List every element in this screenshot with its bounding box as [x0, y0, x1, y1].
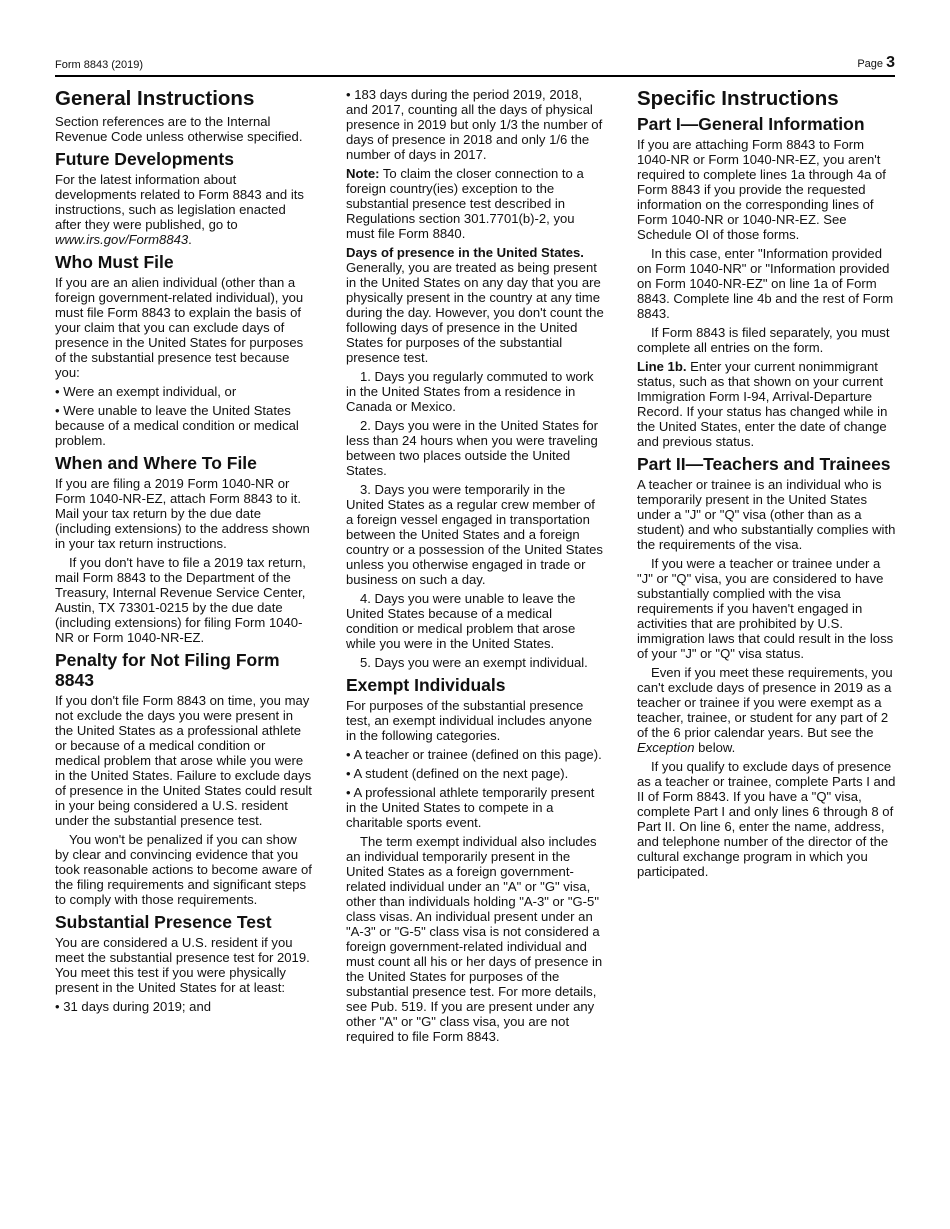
- numbered-item: 4. Days you were unable to leave the United States because of a medical condition or medical problem that arose while you were in the United States.: [346, 591, 576, 651]
- bullet-item: • A professional athlete temporarily present in the United States to compete in a charitable sports event.: [346, 785, 595, 830]
- paragraph: Days of presence in the United States. Generally, you are treated as being present in the United States on any day that you are physically present in the country at any time during the day. However, you don't count the following days of presence in the United States for purposes of the substantial presence test.: [346, 245, 604, 365]
- penalty-heading: Penalty for Not Filing Form 8843: [55, 650, 280, 690]
- note-lead: Note:: [346, 166, 380, 181]
- paragraph: If you are an alien individual (other than a foreign government-related individual), you must file Form 8843 to explain the basis of your claim that you can exclude days of presence in the United States for purposes of the substantial presence test because you:: [55, 275, 304, 380]
- days-presence-lead: Days of presence in the United States.: [346, 245, 584, 260]
- part2-heading: Part II—Teachers and Trainees: [637, 454, 891, 474]
- paragraph: If Form 8843 is filed separately, you must complete all entries on the form.: [637, 325, 890, 355]
- page-label: Page: [857, 58, 884, 70]
- paragraph: If you are attaching Form 8843 to Form 1040-NR or Form 1040-NR-EZ, you aren't required to complete lines 1a through 4a of Form 8843 if you provide the requested information on the corresponding lines of Form 1040-NR or 1040-NR-EZ. See Schedule OI of those forms.: [637, 137, 886, 242]
- paragraph: If you were a teacher or trainee under a "J" or "Q" visa, you are considered to have substantially complied with the visa requirements if you haven't engaged in activities that are prohibited by U.S. immigration laws that could result in the loss of your "J" or "Q" visa status.: [637, 556, 894, 661]
- paragraph: If you don't have to file a 2019 tax return, mail Form 8843 to the Department of the Treasury, Internal Revenue Service Center, Austin, TX 73301-0215 by the due date (including extensions) for filing Form 1040-NR or Form 1040-NR-EZ.: [55, 555, 306, 645]
- specific-instructions-heading: Specific Instructions: [637, 87, 839, 110]
- paragraph: You won't be penalized if you can show by clear and convincing evidence that you took reasonable actions to become aware of the filing requirements and significant steps to comply with those requirements.: [55, 832, 312, 907]
- page-number: 3: [886, 54, 895, 71]
- future-developments-heading: Future Developments: [55, 149, 234, 169]
- note-paragraph: Note: To claim the closer connection to a foreign country(ies) exception to the substantial presence test described in Regulations section 301.7701(b)-2, you must file Form 8840.: [346, 166, 584, 241]
- numbered-item: 5. Days you were an exempt individual.: [360, 655, 588, 670]
- paragraph: If you qualify to exclude days of presence as a teacher or trainee, complete Parts I and II of Form 8843. If you have a "Q" visa, complete Part I and only lines 6 through 8 of Part II. On line 6, enter the name, address, and telephone number of the director of the cultural exchange program in which you participated.: [637, 759, 896, 879]
- page-header: [55, 55, 895, 77]
- column-left: [55, 87, 314, 1018]
- bullet-item: • Were unable to leave the United States because of a medical condition or medical problem.: [55, 403, 299, 448]
- numbered-item: 3. Days you were temporarily in the United States as a regular crew member of a foreign vessel engaged in transportation between the United States and a foreign country or a possession of the United States unless you otherwise engaged in trade or business on such a day.: [346, 482, 603, 587]
- bullet-item: • Were an exempt individual, or: [55, 384, 237, 399]
- form-name: Form 8843 (2019): [55, 59, 144, 71]
- column-middle: [346, 87, 605, 1048]
- page-indicator: [857, 54, 895, 72]
- paragraph: In this case, enter "Information provided on Form 1040-NR" or "Information provided on Form 1040-NR-EZ" on line 1a of Form 8843. Complete line 4b and the rest of Form 8843.: [637, 246, 894, 321]
- paragraph: You are considered a U.S. resident if you meet the substantial presence test for 2019. You meet this test if you were physically present in the United States for at least:: [55, 935, 310, 995]
- bullet-item: • 31 days during 2019; and: [55, 999, 212, 1014]
- paragraph: If you don't file Form 8843 on time, you may not exclude the days you were present in the United States as a professional athlete or because of a medical condition or medical problem that arose while you were in the United States. Failure to exclude days of presence in the United States could result in your being considered a U.S. resident under the substantial presence test.: [55, 693, 312, 828]
- paragraph: If you are filing a 2019 Form 1040-NR or Form 1040-NR-EZ, attach Form 8843 to it. Mail your tax return by the due date (including extensions) to the address shown in your tax return instructions.: [55, 476, 310, 551]
- paragraph: For purposes of the substantial presence test, an exempt individual includes anyone in the following categories.: [346, 698, 593, 743]
- paragraph: For the latest information about developments related to Form 8843 and its instructions, such as legislation enacted after they were published, go to www.irs.gov/Form8843.: [55, 172, 304, 247]
- general-instructions-heading: General Instructions: [55, 87, 255, 110]
- numbered-item: 2. Days you were in the United States for less than 24 hours when you were traveling between two places outside the United States.: [346, 418, 598, 478]
- paragraph: The term exempt individual also includes an individual temporarily present in the United States as a foreign government-related individual under an "A" or "G" visa, other than individuals holding "A-3" or "G-5" class visas. An individual present under an "A-3" or "G-5" class visa is not considered a foreign government-related individual and must count all his or her days of presence in the United States for purposes of the substantial presence test. For more details, see Pub. 519. If you are present under any other "A" or "G" class visa, you are not required to file Form 8843.: [346, 834, 603, 1044]
- bullet-item: • A teacher or trainee (defined on this page).: [346, 747, 602, 762]
- paragraph: A teacher or trainee is an individual who is temporarily present in the United States under a "J" or "Q" visa (other than as a student) and who substantially complies with the requirements of the visa.: [637, 477, 896, 552]
- paragraph: Even if you meet these requirements, you can't exclude days of presence in 2019 as a teacher or trainee if you were exempt as a teacher, trainee, or student for any part of 2 of the 6 prior calendar years. But see the Exception below.: [637, 665, 893, 755]
- paragraph: Line 1b. Enter your current nonimmigrant status, such as that shown on your current Immigration Form I-94, Arrival-Departure Record. If your status has changed while in the United States, enter the date of change and previous status.: [637, 359, 888, 449]
- who-must-file-heading: Who Must File: [55, 252, 174, 272]
- when-where-heading: When and Where To File: [55, 453, 257, 473]
- column-right: [637, 87, 896, 883]
- exempt-individuals-heading: Exempt Individuals: [346, 675, 506, 695]
- numbered-item: 1. Days you regularly commuted to work in the United States from a residence in Canada or Mexico.: [346, 369, 594, 414]
- paragraph: Section references are to the Internal Revenue Code unless otherwise specified.: [55, 114, 303, 144]
- exception-emphasis: Exception: [637, 740, 695, 755]
- substantial-presence-heading: Substantial Presence Test: [55, 912, 272, 932]
- line1b-lead: Line 1b.: [637, 359, 687, 374]
- bullet-item: • 183 days during the period 2019, 2018, and 2017, counting all the days of physical presence in 2019 but only 1/3 the number of days of presence in 2018 and only 1/6 the number of days in 2017.: [346, 87, 603, 162]
- irs-link[interactable]: www.irs.gov/Form8843: [55, 232, 189, 247]
- part1-heading: Part I—General Information: [637, 114, 865, 134]
- bullet-item: • A student (defined on the next page).: [346, 766, 569, 781]
